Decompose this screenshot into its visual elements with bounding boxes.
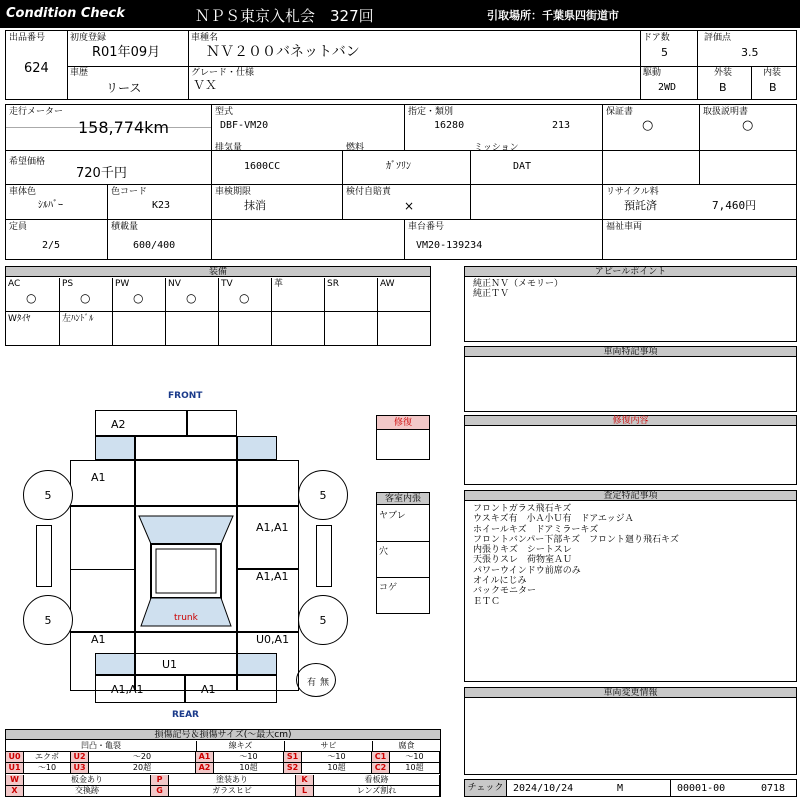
type-label: 型式 xyxy=(215,107,234,117)
first-reg-label: 初度登録 xyxy=(70,33,107,43)
recycle-label: リサイクル料 xyxy=(606,187,659,197)
panel-rear-quarter-right: U0,A1 xyxy=(237,632,299,691)
color: ｼﾙﾊﾞｰ xyxy=(38,200,63,211)
legend-cell: ～10 xyxy=(24,763,71,774)
check-number: 0718 xyxy=(761,783,786,794)
legend-cell: レンズ割れ xyxy=(314,786,440,797)
inspection-note: ＥＴＣ xyxy=(473,596,501,607)
equipment-mark: ○ xyxy=(133,291,144,305)
appeal-item: 純正ＮＶ（メモリー） xyxy=(473,279,564,289)
equipment-cell xyxy=(218,312,271,345)
equipment-cell xyxy=(165,312,218,345)
legend-cell: A2 xyxy=(196,763,214,774)
panel-grille xyxy=(135,436,237,460)
legend-cell: 板金あり xyxy=(24,775,151,786)
damage-diagram xyxy=(0,385,460,720)
designation-label: 指定・類別 xyxy=(408,107,454,117)
interior: B xyxy=(769,81,777,94)
legend-cell: P xyxy=(151,775,169,786)
legend-cell: A1 xyxy=(196,752,214,763)
mileage: 158,774km xyxy=(78,118,170,137)
designation: 16280 xyxy=(434,120,465,131)
check-date: 2024/10/24 xyxy=(513,783,574,794)
equipment-mark: ○ xyxy=(80,291,91,305)
panel-front-fender-left: A1 xyxy=(70,460,135,506)
header-bar xyxy=(0,0,800,28)
price: 720千円 xyxy=(76,166,127,181)
repair-box xyxy=(376,415,430,460)
equipment-cell xyxy=(112,312,165,345)
legend-cell: ガラスヒビ xyxy=(169,786,296,797)
equipment-label: 革 xyxy=(274,279,284,289)
appeal-item: 純正ＴＶ xyxy=(473,289,510,299)
price-label: 希望価格 xyxy=(9,157,46,167)
equipment-label: PS xyxy=(62,279,74,289)
legend-cell: 20超 xyxy=(89,763,196,774)
legend-group: 腐食 xyxy=(372,741,440,752)
recycle-status: 預託済 xyxy=(624,199,657,212)
specs-block xyxy=(5,104,797,260)
legend-cell: 塗装あり xyxy=(169,775,296,786)
chassis-label: 車台番号 xyxy=(408,222,445,232)
check-label: チェック xyxy=(465,780,507,796)
inspection-note: ホイールキズ ドアミラーキズ xyxy=(473,524,599,535)
panel-headlight-right xyxy=(237,436,277,460)
panel-front-bumper-right xyxy=(187,410,237,436)
panel-taillight-right xyxy=(237,653,277,675)
equipment-label: 左ﾊﾝﾄﾞﾙ xyxy=(62,314,94,324)
inspection-list xyxy=(473,504,679,607)
equipment-cell xyxy=(377,278,430,311)
panel-front-fender-right xyxy=(237,460,299,506)
inspection-note: ウスキズ有 小Ａ小Ｕ有 ドアエッジＡ xyxy=(473,514,634,525)
legend-cell: ～10 xyxy=(302,752,372,763)
equipment-label: PW xyxy=(115,279,130,289)
check-code: 00001-00 xyxy=(677,783,726,794)
equipment-mark: ○ xyxy=(239,291,250,305)
equipment-cell xyxy=(271,312,324,345)
equipment-cell xyxy=(6,278,59,311)
equipment-cell xyxy=(324,312,377,345)
legend-cell: ～20 xyxy=(89,752,196,763)
legend-cell: G xyxy=(151,786,169,797)
front-label: FRONT xyxy=(168,391,203,401)
appeal-section xyxy=(464,266,797,342)
grade: ＶＸ xyxy=(193,78,218,92)
equipment-title: 装備 xyxy=(6,267,430,277)
panel-rear-quarter-left: A1 xyxy=(70,632,135,691)
lot-label: 出品番号 xyxy=(9,33,46,43)
equipment-block xyxy=(5,266,431,346)
legend-cell: C1 xyxy=(372,752,390,763)
wheel-front-right: 5 xyxy=(298,470,348,520)
grade-label: グレード・仕様 xyxy=(191,68,255,78)
equipment-label: SR xyxy=(327,279,339,289)
drive: 2WD xyxy=(658,82,677,93)
inspection-section xyxy=(464,490,797,682)
vehicle-block xyxy=(5,30,797,100)
wheel-rear-right: 5 xyxy=(298,595,348,645)
history-label: 車歴 xyxy=(70,68,89,78)
welfare-label: 福祉車両 xyxy=(606,222,643,232)
legend-cell: ～10 xyxy=(214,752,284,763)
capacity: 2/5 xyxy=(42,240,61,251)
doors-label: ドア数 xyxy=(643,33,670,43)
load-label: 積載量 xyxy=(111,222,139,232)
inspection-note: フロントバンパー下部キズ フロント廻り飛石キズ xyxy=(473,534,679,545)
legend-cell: K xyxy=(296,775,314,786)
legend-cell: 10超 xyxy=(302,763,372,774)
equipment-cell xyxy=(165,278,218,311)
legend-cell: U3 xyxy=(71,763,89,774)
equipment-mark: ○ xyxy=(186,291,197,305)
change-title: 車両変更情報 xyxy=(465,688,796,698)
wheel-rear-left: 5 xyxy=(23,595,73,645)
history: リース xyxy=(106,81,142,95)
legend-cell: W xyxy=(6,775,24,786)
score: 3.5 xyxy=(741,46,759,59)
spare-tire-indicator: 有 無 xyxy=(296,663,336,697)
interior-box-title: 客室内張 xyxy=(377,493,429,505)
lot-number: 624 xyxy=(24,61,49,76)
model-name: ＮＶ２００バネットバン xyxy=(206,44,360,60)
color-code: K23 xyxy=(152,200,171,211)
appeal-title: アピールポイント xyxy=(465,267,796,277)
score-label: 評価点 xyxy=(704,33,732,43)
equipment-cell xyxy=(377,312,430,345)
inspection-note: オイルにじみ xyxy=(473,576,527,587)
equipment-label: Wﾀｲﾔ xyxy=(8,314,31,324)
legend-cell: U0 xyxy=(6,752,24,763)
inspection: 抹消 xyxy=(244,199,266,212)
legend-cell: 交換跡 xyxy=(24,786,151,797)
legend-cell: 10超 xyxy=(214,763,284,774)
pickup-location: 引取場所：千葉県四街道市 xyxy=(487,9,619,22)
rear-label: REAR xyxy=(172,710,199,720)
panel-taillight-left xyxy=(95,653,135,675)
interior-label: 内装 xyxy=(763,68,782,78)
wheel-front-left: 5 xyxy=(23,470,73,520)
insurance-label: 検付自賠責 xyxy=(346,187,392,197)
legend-cell: S2 xyxy=(284,763,302,774)
panel-rear-gate: U1 xyxy=(135,653,237,675)
legend-cell: C2 xyxy=(372,763,390,774)
panel-rear-door-right: A1,A1 xyxy=(237,569,299,632)
interior-tear: ヤブレ xyxy=(379,511,406,521)
check-mark: M xyxy=(617,783,624,794)
inspection-note: パワーウインドウ前席のみ xyxy=(473,565,581,576)
legend-cell: U1 xyxy=(6,763,24,774)
legend-group: 凹凸・亀裂 xyxy=(6,741,196,752)
manual: ○ xyxy=(742,118,754,133)
panel-hood xyxy=(135,460,237,506)
displacement: 1600CC xyxy=(244,161,281,172)
panel-rear-bumper-left: A1,A1 xyxy=(95,675,185,703)
legend-cell: L xyxy=(296,786,314,797)
interior-box xyxy=(376,492,430,614)
auction-title: ＮＰＳ東京入札会 327回 xyxy=(195,7,374,25)
exterior: B xyxy=(719,81,727,94)
legend-group: 線キズ xyxy=(196,741,284,752)
equipment-cell xyxy=(59,312,112,345)
fuel: ｶﾞｿﾘﾝ xyxy=(386,161,411,172)
legend-cell: S1 xyxy=(284,752,302,763)
manual-label: 取扱説明書 xyxy=(703,107,749,117)
inspection-title: 査定特記事項 xyxy=(465,491,796,501)
legend-cell: 10超 xyxy=(390,763,440,774)
panel-rear-bumper-right: A1 xyxy=(185,675,277,703)
equipment-mark: ○ xyxy=(26,291,37,305)
equipment-cell xyxy=(112,278,165,311)
first-reg: R01年09月 xyxy=(92,45,161,60)
inspection-label: 車検期限 xyxy=(215,187,252,197)
equipment-cell xyxy=(59,278,112,311)
inspection-note: フロントガラス飛石キズ xyxy=(473,504,572,514)
model-label: 車種名 xyxy=(191,33,219,43)
drive-label: 駆動 xyxy=(643,68,662,78)
change-section xyxy=(464,687,797,775)
legend-cell: X xyxy=(6,786,24,797)
interior-hole: 穴 xyxy=(379,547,389,557)
mileage-label: 走行メーター xyxy=(9,107,64,117)
panel-front-bumper: A2 xyxy=(95,410,187,436)
interior-burn: コゲ xyxy=(379,583,398,593)
legend-cell: U2 xyxy=(71,752,89,763)
doors: 5 xyxy=(661,46,668,59)
inspection-note: 内張りキズ シートスレ xyxy=(473,545,572,556)
damage-legend xyxy=(5,729,441,797)
inspection-note: 天張りスレ 荷物室ＡＵ xyxy=(473,555,573,566)
appeal-list xyxy=(473,279,563,299)
mirror-right xyxy=(316,525,332,587)
fuel-label: 燃料 xyxy=(346,143,365,153)
equipment-label: AW xyxy=(380,279,395,289)
displacement-label: 排気量 xyxy=(215,143,243,153)
load: 600/400 xyxy=(133,240,176,251)
color-label: 車体色 xyxy=(9,187,37,197)
legend-cell: エクボ xyxy=(24,752,71,763)
legend-cell: 看板跡 xyxy=(314,775,440,786)
recycle-fee: 7,460円 xyxy=(712,199,757,212)
warranty: ○ xyxy=(642,118,654,133)
equipment-cell xyxy=(324,278,377,311)
category: 213 xyxy=(552,120,571,131)
type: DBF-VM20 xyxy=(220,120,269,131)
special-title: 車両特記事項 xyxy=(465,347,796,357)
equipment-cell xyxy=(6,312,59,345)
mirror-left xyxy=(36,525,52,587)
equipment-label: TV xyxy=(221,279,233,289)
legend-title: 損傷記号＆損傷サイズ(～最大cm) xyxy=(6,730,440,740)
color-code-label: 色コード xyxy=(111,187,148,197)
trunk-label: trunk xyxy=(174,613,198,623)
brand-title: Condition Check xyxy=(6,6,125,21)
repair-title: 修復内容 xyxy=(465,416,796,426)
mission: DAT xyxy=(513,161,532,172)
equipment-cell xyxy=(218,278,271,311)
legend-cell: ～10 xyxy=(390,752,440,763)
equipment-label: AC xyxy=(8,279,21,289)
exterior-label: 外装 xyxy=(714,68,733,78)
panel-front-door-right: A1,A1 xyxy=(237,506,299,569)
chassis: VM20-139234 xyxy=(416,240,483,251)
footer-bar xyxy=(464,779,797,797)
equipment-label: NV xyxy=(168,279,181,289)
repair-section xyxy=(464,415,797,485)
inspection-note: バックモニター xyxy=(473,586,537,597)
capacity-label: 定員 xyxy=(9,222,28,232)
warranty-label: 保証書 xyxy=(606,107,634,117)
mission-label: ミッション xyxy=(474,143,519,153)
legend-group: サビ xyxy=(284,741,372,752)
equipment-cell xyxy=(271,278,324,311)
repair-box-label: 修復 xyxy=(377,416,429,430)
special-section xyxy=(464,346,797,412)
insurance: × xyxy=(404,199,415,213)
panel-headlight-left xyxy=(95,436,135,460)
